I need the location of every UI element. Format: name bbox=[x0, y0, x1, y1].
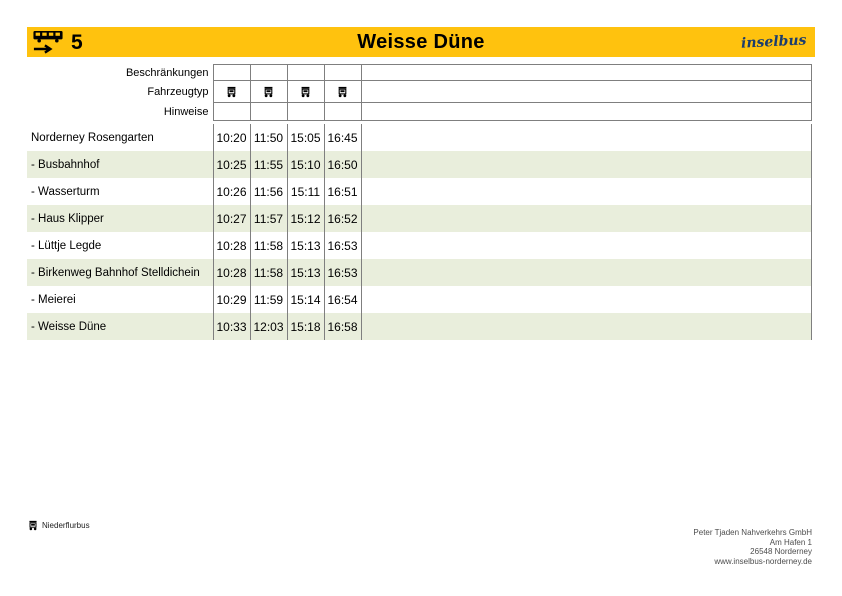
stop-name: - Lüttje Legde bbox=[31, 239, 102, 252]
departure-time: 16:45 bbox=[324, 124, 361, 151]
departure-time: 11:59 bbox=[250, 286, 287, 313]
niederflurbus-icon bbox=[28, 520, 38, 531]
meta-row-vehicle-type bbox=[27, 81, 812, 103]
publisher-street: Am Hafen 1 bbox=[769, 537, 812, 547]
stop-name: - Birkenweg Bahnhof Stelldichein bbox=[31, 266, 200, 279]
legend bbox=[28, 520, 90, 531]
empty-cell bbox=[361, 313, 812, 340]
meta-row-restrictions bbox=[27, 65, 812, 81]
arrow-right-icon bbox=[33, 44, 55, 54]
niederflurbus-icon bbox=[337, 86, 348, 98]
restrictions-label: Beschränkungen bbox=[27, 65, 213, 81]
empty-cell bbox=[361, 232, 812, 259]
vehicle-type-cell bbox=[250, 81, 287, 103]
empty-cell bbox=[361, 205, 812, 232]
restrictions-cell bbox=[213, 65, 250, 81]
departure-time: 11:57 bbox=[250, 205, 287, 232]
publisher-address bbox=[693, 528, 812, 566]
departure-time: 15:12 bbox=[287, 205, 324, 232]
restrictions-cell bbox=[250, 65, 287, 81]
departure-time: 16:53 bbox=[324, 232, 361, 259]
bus-side-icon bbox=[33, 30, 63, 43]
departure-time: 10:25 bbox=[213, 151, 250, 178]
departure-time: 10:26 bbox=[213, 178, 250, 205]
vehicle-type-cell-rest bbox=[361, 81, 812, 103]
timetable-meta bbox=[27, 64, 812, 121]
restrictions-cell-rest bbox=[361, 65, 812, 81]
departure-time: 11:56 bbox=[250, 178, 287, 205]
niederflurbus-icon bbox=[300, 86, 311, 98]
vehicle-type-cell bbox=[324, 81, 361, 103]
stop-row bbox=[27, 286, 812, 313]
stop-row bbox=[27, 313, 812, 340]
empty-cell bbox=[361, 286, 812, 313]
departure-time: 15:05 bbox=[287, 124, 324, 151]
niederflurbus-icon bbox=[263, 86, 274, 98]
restrictions-cell bbox=[287, 65, 324, 81]
departure-time: 12:03 bbox=[250, 313, 287, 340]
notes-cell bbox=[213, 103, 250, 121]
departure-time: 16:52 bbox=[324, 205, 361, 232]
vehicle-type-label: Fahrzeugtyp bbox=[27, 81, 213, 103]
stop-row bbox=[27, 151, 812, 178]
stop-row bbox=[27, 232, 812, 259]
empty-cell bbox=[361, 151, 812, 178]
departure-time: 15:10 bbox=[287, 151, 324, 178]
timetable-stops bbox=[27, 124, 812, 340]
stop-row bbox=[27, 205, 812, 232]
notes-cell-rest bbox=[361, 103, 812, 121]
vehicle-type-cell bbox=[213, 81, 250, 103]
stop-name: Norderney Rosengarten bbox=[31, 131, 154, 144]
page-title: Weisse Düne bbox=[357, 30, 485, 53]
empty-cell bbox=[361, 124, 812, 151]
departure-time: 15:13 bbox=[287, 259, 324, 286]
meta-row-notes bbox=[27, 103, 812, 121]
stop-name: - Wasserturm bbox=[31, 185, 100, 198]
vehicle-type-cell bbox=[287, 81, 324, 103]
departure-time: 10:33 bbox=[213, 313, 250, 340]
legend-label: Niederflurbus bbox=[42, 521, 90, 530]
inselbus-logo: inselbus bbox=[740, 32, 807, 52]
departure-time: 16:58 bbox=[324, 313, 361, 340]
publisher-website: www.inselbus-norderney.de bbox=[714, 556, 812, 566]
departure-time: 15:18 bbox=[287, 313, 324, 340]
departure-time: 10:20 bbox=[213, 124, 250, 151]
departure-time: 11:58 bbox=[250, 232, 287, 259]
departure-time: 16:53 bbox=[324, 259, 361, 286]
notes-label: Hinweise bbox=[27, 103, 213, 121]
departure-time: 10:27 bbox=[213, 205, 250, 232]
route-number: 5 bbox=[71, 30, 83, 54]
empty-cell bbox=[361, 259, 812, 286]
publisher-city: 26548 Norderney bbox=[750, 547, 812, 556]
departure-time: 15:11 bbox=[287, 178, 324, 205]
notes-cell bbox=[287, 103, 324, 121]
departure-time: 15:13 bbox=[287, 232, 324, 259]
departure-time: 16:54 bbox=[324, 286, 361, 313]
departure-time: 10:28 bbox=[213, 232, 250, 259]
empty-cell bbox=[361, 178, 812, 205]
stop-row bbox=[27, 178, 812, 205]
niederflurbus-icon bbox=[226, 86, 237, 98]
notes-cell bbox=[250, 103, 287, 121]
departure-time: 16:51 bbox=[324, 178, 361, 205]
stop-name: - Weisse Düne bbox=[31, 320, 107, 333]
departure-time: 15:14 bbox=[287, 286, 324, 313]
departure-time: 10:29 bbox=[213, 286, 250, 313]
restrictions-cell bbox=[324, 65, 361, 81]
stop-name: - Busbahnhof bbox=[31, 158, 100, 171]
departure-time: 16:50 bbox=[324, 151, 361, 178]
stop-name: - Meierei bbox=[31, 293, 76, 306]
departure-time: 11:50 bbox=[250, 124, 287, 151]
departure-time: 11:58 bbox=[250, 259, 287, 286]
departure-time: 11:55 bbox=[250, 151, 287, 178]
publisher-name: Peter Tjaden Nahverkehrs GmbH bbox=[693, 528, 812, 537]
notes-cell bbox=[324, 103, 361, 121]
route-badge bbox=[27, 30, 83, 54]
header-bar bbox=[27, 27, 815, 57]
departure-time: 10:28 bbox=[213, 259, 250, 286]
stop-name: - Haus Klipper bbox=[31, 212, 104, 225]
stop-row bbox=[27, 259, 812, 286]
stop-row bbox=[27, 124, 812, 151]
